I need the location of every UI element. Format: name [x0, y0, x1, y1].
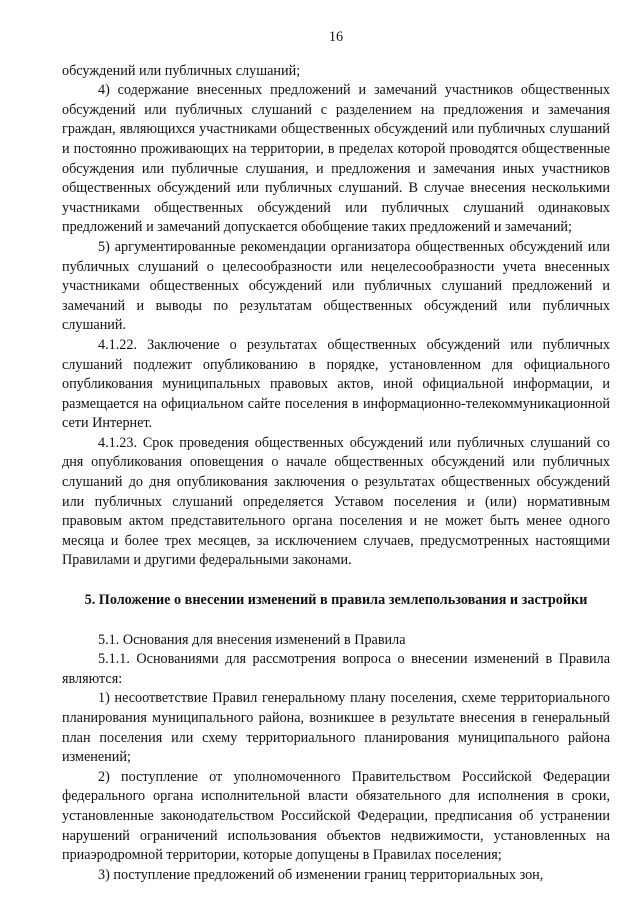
- paragraph-5-1-1: 5.1.1. Основаниями для рассмотрения вопроса о внесении изменений в Правила являются:: [62, 651, 610, 687]
- paragraph-item-1: 1) несоответствие Правил генеральному плану поселения, схеме территориального планирования муниципального района, возникшее в результате внесения в генеральный план поселения или схему территориального планирования муниципального района изменений;: [62, 690, 610, 766]
- paragraph-item-3: 3) поступление предложений об изменении границ территориальных зон,: [98, 866, 544, 883]
- paragraph-4-1-22: 4.1.22. Заключение о результатах общественных обсуждений или публичных слушаний подлежит опубликованию в порядке, установленном для официального опубликования муниципальных правовых актов, иной официальной информации, и размещается на официальном сайте поселения в информационно-телекоммуникационной сети Интернет.: [62, 336, 610, 432]
- paragraph-item-5: 5) аргументированные рекомендации организатора общественных обсуждений или публичных слушаний о целесообразности или нецелесообразности учета внесенных участниками общественных обсуждений или публичных слушаний предложений и замечаний и выводы по результатам общественных обсуждений или публичных слушаний.: [62, 238, 610, 334]
- section-gap: [62, 571, 610, 591]
- paragraph-continuation: обсуждений или публичных слушаний;: [62, 62, 301, 79]
- paragraph-item-2: 2) поступление от уполномоченного Правительством Российской Федерации федерального органа исполнительной власти обязательного для исполнения в сроки, установленные законодательством Российской Федерации, предписания об устранении нарушений ограничений использования объектов недвижимости, установленных на приаэродромной территории, которые допущены в Правилах поселения;: [62, 768, 610, 864]
- page-number: 16: [328, 29, 344, 45]
- section-5-heading: 5. Положение о внесении изменений в правила землепользования и застройки: [84, 592, 588, 609]
- paragraph-5-1: 5.1. Основания для внесения изменений в Правила: [98, 631, 406, 648]
- section-gap: [62, 611, 610, 631]
- paragraph-4-1-23: 4.1.23. Срок проведения общественных обсуждений или публичных слушаний со дня опубликования оповещения о начале общественных обсуждений или публичных слушаний до дня опубликования заключения о результатах общественных обсуждений или публичных слушаний определяется Уставом поселения и (или) нормативным правовым актом представительного органа поселения и не может быть менее одного месяца и более трех месяцев, за исключением случаев, предусмотренных настоящими Правилами и другими федеральными законами.: [62, 434, 610, 569]
- paragraph-item-4: 4) содержание внесенных предложений и замечаний участников общественных обсуждений или публичных слушаний с разделением на предложения и замечания граждан, являющихся участниками общественных обсуждений или публичных слушаний и постоянно проживающих на территории, в пределах которой проводятся общественные обсуждения или публичные слушания, и предложения и замечания иных участников общественных обсуждений или публичных слушаний. В случае внесения несколькими участниками общественных обсуждений или публичных слушаний одинаковых предложений и замечаний допускается обобщение таких предложений и замечаний;: [62, 82, 610, 236]
